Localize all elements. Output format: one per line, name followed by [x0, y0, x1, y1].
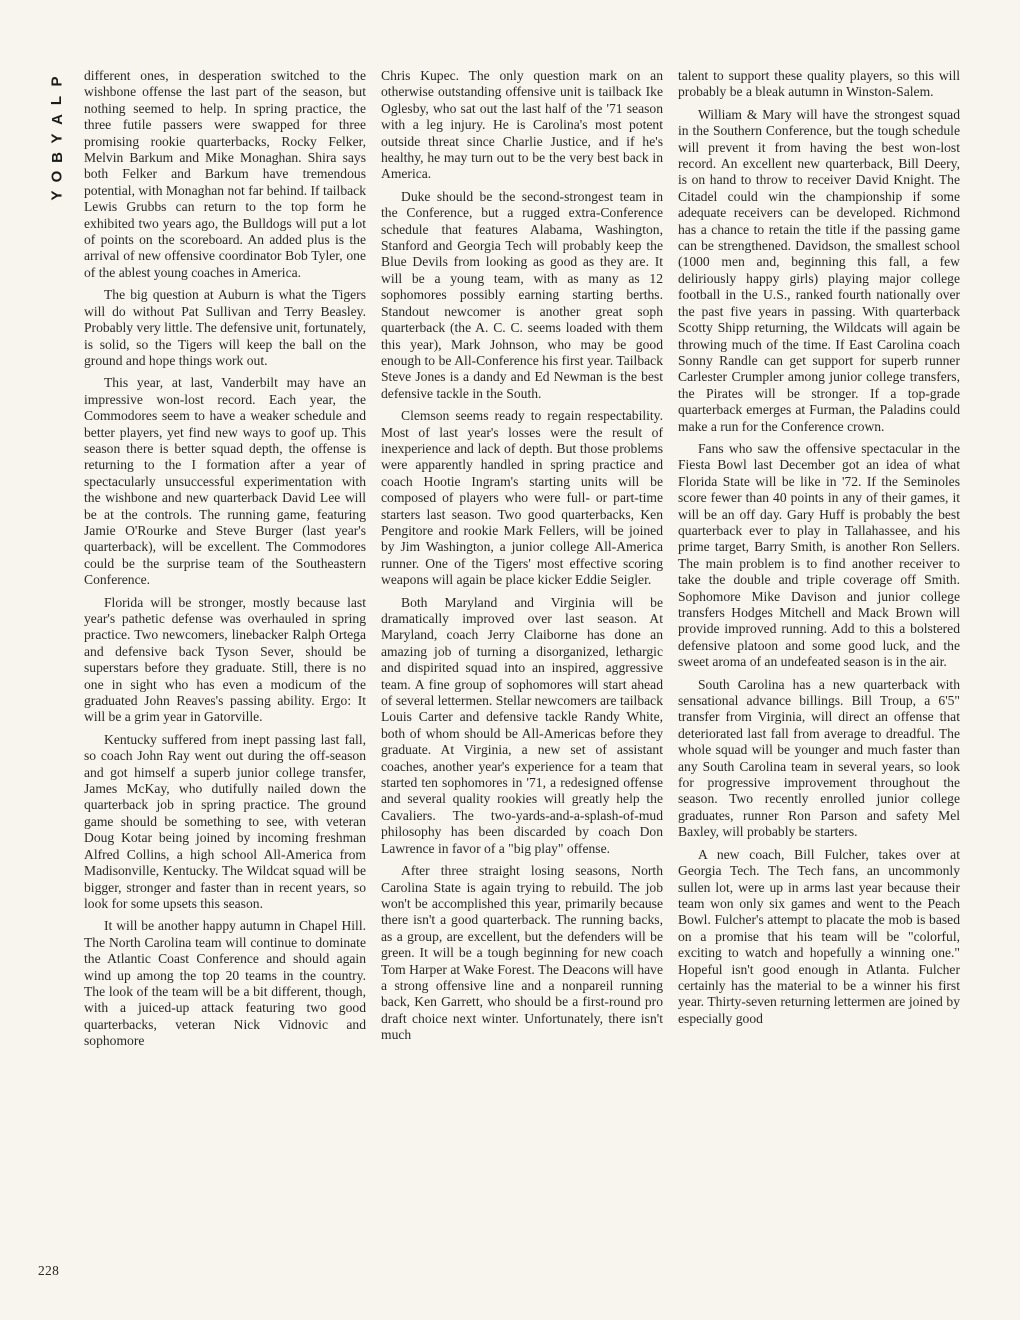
masthead-letter: A — [48, 114, 66, 125]
masthead-letter: P — [48, 76, 66, 87]
masthead-letter: B — [48, 152, 66, 163]
paragraph: Kentucky suffered from inept passing last fall, so coach John Ray went out during the off-season and got himself a superb junior college transfer, James McKay, who dutifully nailed down the quarterback job in spring practice. The ground game should be something to see, with veteran Doug Kotar being joined by incoming freshman Alfred Collins, a high school All-America from Madisonville, Kentucky. The Wildcat squad will be bigger, stronger and faster than in recent years, so look for some upsets this season. — [84, 731, 366, 911]
paragraph: Both Maryland and Virginia will be dramatically improved over last season. At Maryland, coach Jerry Claiborne has done an amazing job of turning a disorganized, lethargic and dispirited squad into an inspired, aggressive team. A fine group of sophomores will start ahead of several lettermen. Stellar newcomers are tailback Louis Carter and defensive tackle Randy White, both of whom should be All-Americas before they graduate. At Virginia, a new set of assistant coaches, another year's experience for a team that started ten sophomores in '71, a redesigned offense and several quality rookies will greatly help the Cavaliers. The two-yards-and-a-splash-of-mud philosophy has been discarded by coach Don Lawrence in favor of a "big play" offense. — [381, 594, 663, 856]
paragraph: Duke should be the second-strongest team in the Conference, but a rugged extra-Conference schedule that features Alabama, Washington, Stanford and Georgia Tech will probably keep the Blue Devils from looking as good as they are. It will be a young team, with as many as 12 sophomores possibly earning starting berths. Standout newcomer is another great soph quarterback (the A. C. C. seems loaded with them this year), Mark Johnson, who may be good enough to be All-Conference his first year. Tailback Steve Jones is a dandy and Ed Newman is the best defensive tackle in the South. — [381, 188, 663, 401]
masthead-letter: Y — [48, 190, 66, 201]
paragraph: It will be another happy autumn in Chapel Hill. The North Carolina team will continue to dominate the Atlantic Coast Conference and should again wind up among the top 20 teams in the country. The look of the team will be a bit different, though, with a juiced-up attack featuring two good quarterbacks, veteran Nick Vidnovic and sophomore — [84, 918, 366, 1049]
masthead-letter: L — [48, 95, 66, 106]
paragraph: Florida will be stronger, mostly because last year's pathetic defense was overhauled in spring practice. Two newcomers, linebacker Ralph Ortega and defensive back Tyson Sever, should be superstars before they graduate. Still, there is no one in sight who has even a modicum of the graduated John Reaves's passing ability. Ergo: It will be a grim year in Gatorville. — [84, 594, 366, 725]
text-column-3 — [678, 68, 960, 1278]
paragraph: The big question at Auburn is what the Tigers will do without Pat Sullivan and Terry Beasley. Probably very little. The defensive unit, fortunately, is solid, so the Tigers will keep the ball on the ground and hope things work out. — [84, 287, 366, 368]
text-column-1 — [84, 68, 366, 1278]
paragraph: South Carolina has a new quarterback with sensational advance billings. Bill Troup, a 6'5" transfer from Virginia, will direct an offense that deteriorated last fall from average to dreadful. The whole squad will be younger and much faster than any South Carolina team in several years, so look for progressive improvement throughout the season. Two recently enrolled junior college graduates, runner Ron Parson and safety Mel Baxley, will probably be starters. — [678, 676, 960, 840]
paragraph: This year, at last, Vanderbilt may have an impressive won-lost record. Each year, the Commodores seem to have a weaker schedule and better players, yet find new ways to goof up. This season there is better squad depth, the offense is returning to the I formation after a year of spectacularly unsuccessful experimentation with the wishbone and new quarterback David Lee will be at the controls. The running game, featuring Jamie O'Rourke and Steve Burger (last year's quarterback), will be excellent. The Commodores could be the surprise team of the Southeastern Conference. — [84, 375, 366, 588]
paragraph: talent to support these quality players, so this will probably be a bleak autumn in Winston-Salem. — [678, 68, 960, 100]
page-number: 228 — [38, 1263, 60, 1278]
paragraph: Chris Kupec. The only question mark on an otherwise outstanding offensive unit is tailback Ike Oglesby, who sat out the last half of the '71 season with a leg injury. He is Carolina's most potent outside threat since Charlie Justice, and if he's healthy, he may turn out to be the very best back in America. — [381, 68, 663, 182]
paragraph: William & Mary will have the strongest squad in the Southern Conference, but the tough schedule will prevent it from having the best won-lost record. An excellent new quarterback, Bill Deery, is on hand to throw to receiver David Knight. The Citadel could win the championship if some adequate receivers can be developed. Richmond has a chance to retain the title if the passing game can be strengthened. Davidson, the smallest school (1000 men and, beginning this fall, a few deliriously happy girls) playing major college football in the U.S., ranked fourth nationally over the past five years in passing. With quarterback Scotty Shipp returning, the Wildcats will again be throwing much of the time. If East Carolina coach Sonny Randle can get support for superb runner Carlester Crumpler among junior college transfers, the Pirates will be stronger. If a top-grade quarterback emerges at Furman, the Paladins could make a run for the Conference crown. — [678, 106, 960, 434]
paragraph: Fans who saw the offensive spectacular in the Fiesta Bowl last December got an idea of what Florida State will be like in '72. If the Seminoles score fewer than 40 points in any of their games, it will be an off day. Gary Huff is probably the best quarterback ever to play in Tallahassee, and his prime target, Barry Smith, is another Ron Sellers. The main problem is to find another receiver to take the double and triple coverage off Smith. Sophomore Mike Davison and junior college transfers Hodges Mitchell and Mack Brown will provide improved running. Add to this a bolstered defensive platoon and some good luck, and the sweet aroma of an undefeated season is in the air. — [678, 440, 960, 670]
paragraph: After three straight losing seasons, North Carolina State is again trying to rebuild. The job won't be accomplished this year, primarily because there isn't a good quarterback. The running backs, as a group, are excellent, but the defenders will be green. It will be a tough beginning for new coach Tom Harper at Wake Forest. The Deacons will have a strong offensive line and a nonpareil running back, Ken Garrett, who should be a first-round pro draft choice next winter. Unfortunately, there isn't much — [381, 863, 663, 1043]
paragraph: Clemson seems ready to regain respectability. Most of last year's losses were the result of inexperience and lack of depth. But those problems were apparently handled in spring practice and coach Hootie Ingram's starting units will be composed of players who were full- or part-time starters last season. Two good quarterbacks, Ken Pengitore and rookie Mark Fellers, will be joined by Jim Washington, a junior college All-America runner. One of the Tigers' most effective scoring weapons will again be place kicker Eddie Seigler. — [381, 408, 663, 588]
playboy-masthead — [42, 72, 72, 205]
masthead-letter: O — [48, 170, 66, 183]
text-column-2 — [381, 68, 663, 1278]
paragraph: A new coach, Bill Fulcher, takes over at Georgia Tech. The Tech fans, an uncommonly sullen lot, were up in arms last year because their team won only six games and went to the Peach Bowl. Fulcher's attempt to placate the mob is based on a promise that his team will be "colorful, exciting to watch and hopefully a winning one." Hopeful isn't good enough in Atlanta. Fulcher certainly has the material to be a winner his first year. Thirty-seven returning lettermen are joined by especially good — [678, 846, 960, 1026]
masthead-letter: Y — [48, 133, 66, 144]
article-body — [84, 68, 960, 1278]
paragraph: different ones, in desperation switched to the wishbone offense the last part of the season, but nothing seemed to help. In spring practice, the three futile passers were swapped for three promising rookie quarterbacks, Rocky Felker, Melvin Barkum and Mike Monaghan. Shira says both Felker and Barkum have tremendous potential, with Monaghan not far behind. If tailback Lewis Grubbs can return to the top form he exhibited two years ago, the Bulldogs will put a lot of points on the scoreboard. An added plus is the arrival of new offensive coordinator Bob Tyler, one of the ablest young coaches in America. — [84, 68, 366, 280]
